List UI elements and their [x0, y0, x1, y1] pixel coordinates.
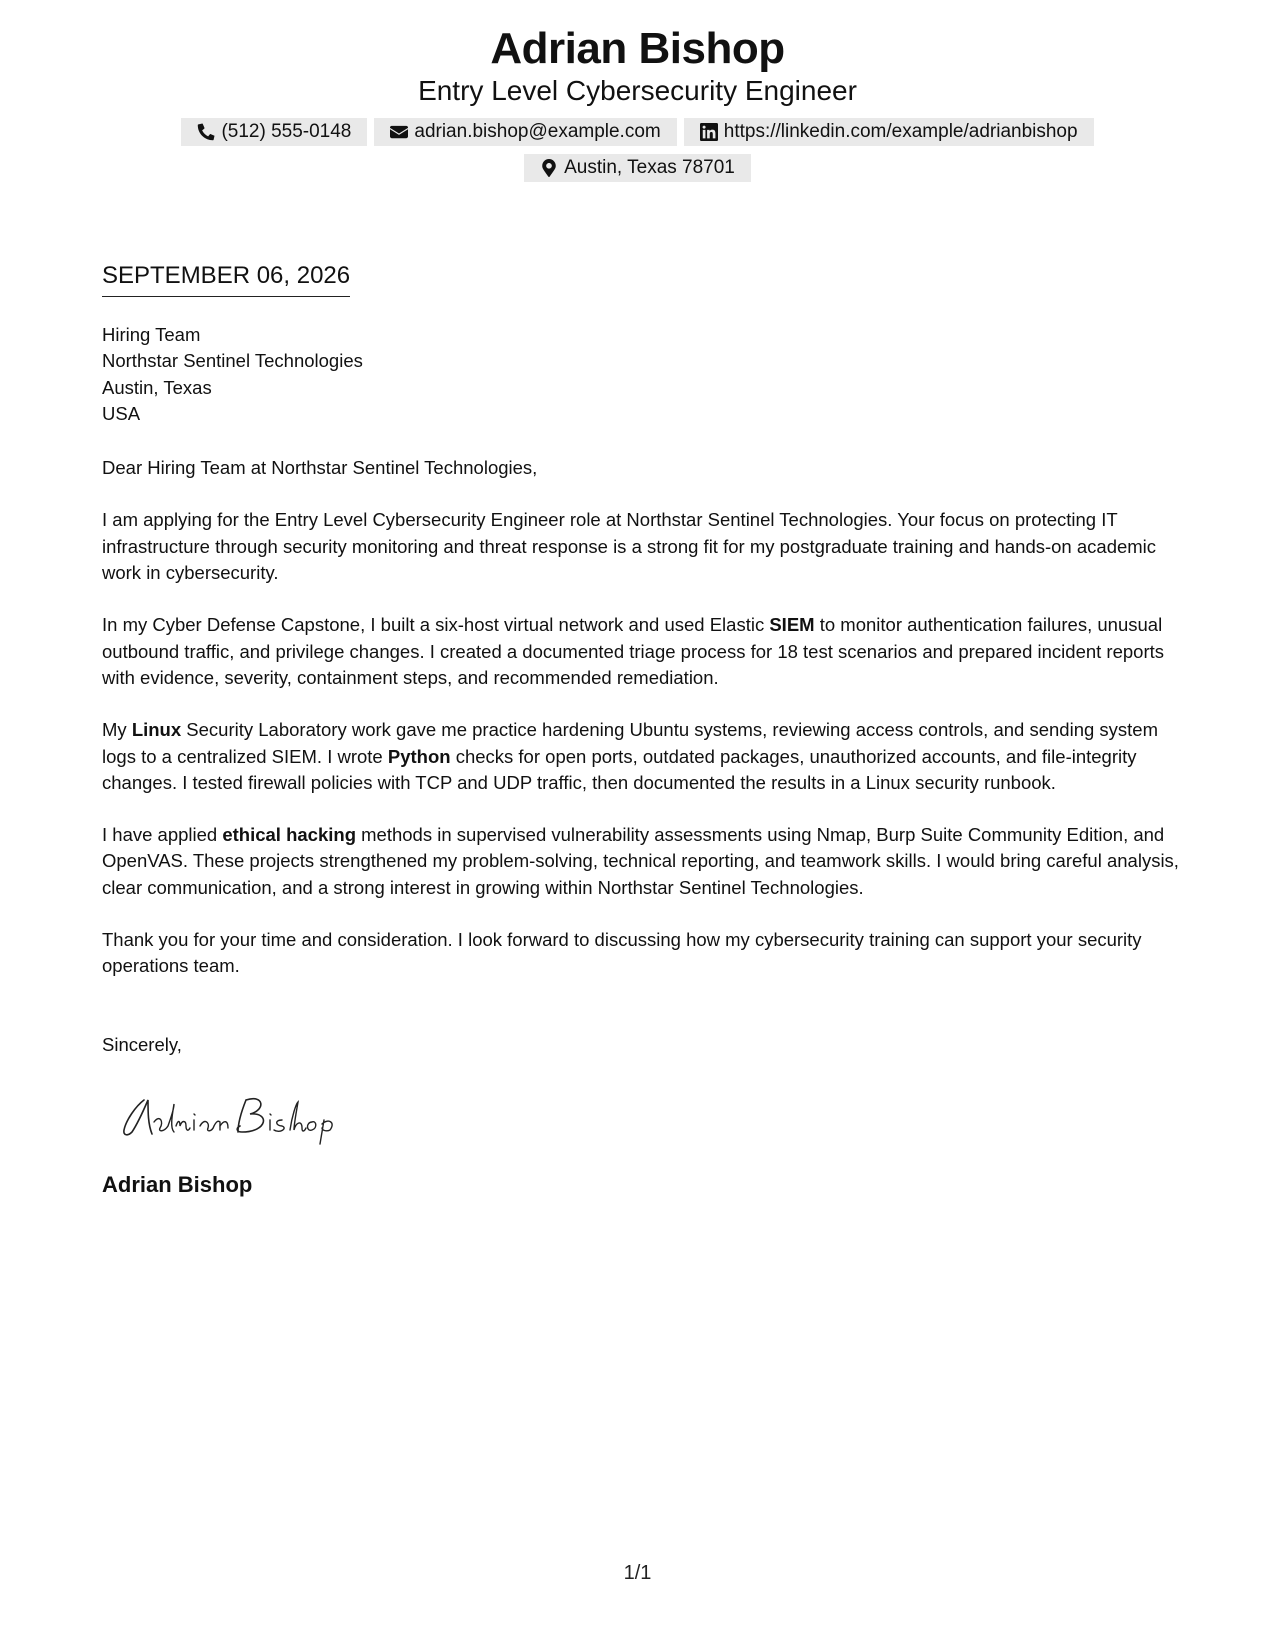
letter-header [0, 22, 1275, 182]
text-run: My [102, 719, 132, 741]
paragraph [102, 507, 1182, 586]
letter-date: SEPTEMBER 06, 2026 [102, 262, 350, 297]
recipient-line: Northstar Sentinel Technologies [102, 350, 363, 372]
envelope-icon [390, 123, 408, 141]
recipient-line: USA [102, 402, 141, 424]
keyword-ethical-hacking: ethical hacking [222, 824, 356, 846]
paragraph [102, 822, 1182, 901]
contact-bar [178, 118, 1098, 182]
paragraph [102, 717, 1182, 796]
paragraph [102, 927, 1182, 980]
text-run: methods in supervised vulnerability assessments using Nmap, Burp Suite Community Edition, and OpenVAS. These projects strengthened my problem-solving, technical reporting, and teamwork skills. I would bring careful analysis, clear communication, and a strong interest in growing within Northstar Sentinel Technologies. [102, 824, 1179, 898]
paragraph [102, 612, 1182, 691]
text-run: Security Laboratory work gave me practice hardening Ubuntu systems, reviewing access controls, and sending system logs to a centralized SIEM. I wrote [102, 719, 1159, 767]
job-title: Entry Level Cybersecurity Engineer [418, 75, 857, 106]
date-block [102, 262, 350, 297]
keyword-python: Python [387, 745, 451, 767]
page-number: 1/1 [623, 1562, 652, 1584]
text-run: In my Cyber Defense Capstone, I built a six-host virtual network and used Elastic [102, 614, 770, 636]
applicant-name: Adrian Bishop [490, 24, 785, 73]
recipient-line: Hiring Team [102, 324, 201, 345]
text-run: to monitor authentication failures, unusual outbound traffic, and privilege changes. I created a documented triage process for 18 test scenarios and prepared incident reports with evidence, severity, containment steps, and recommended remediation. [102, 614, 1164, 688]
text-run: I am applying for the Entry Level Cybersecurity Engineer role at Northstar Sentinel Technologies. Your focus on protecting IT infrastructure through security monitoring and threat response is a strong fit for my postgraduate training and hands-on academic work in cybersecurity. [102, 509, 1157, 584]
letter-body [102, 322, 1182, 1199]
contact-email[interactable] [374, 118, 676, 146]
keyword-linux: Linux [131, 719, 182, 741]
email-text: adrian.bishop@example.com [414, 121, 661, 142]
text-run: checks for open ports, outdated packages, unauthorized accounts, and file-integrity changes. I tested firewall policies with TCP and UDP traffic, then documented the results in a Linux security runbook. [102, 745, 1137, 793]
contact-location [524, 154, 751, 182]
keyword-siem: SIEM [769, 614, 815, 636]
contact-linkedin[interactable] [684, 118, 1094, 146]
map-pin-icon [540, 159, 558, 177]
recipient-address [102, 322, 1182, 427]
salutation: Dear Hiring Team at Northstar Sentinel Technologies, [102, 457, 538, 479]
text-run: I have applied [102, 824, 223, 846]
signer-name: Adrian Bishop [102, 1172, 253, 1198]
linkedin-icon [700, 123, 718, 141]
text-run: Thank you for your time and consideration. I look forward to discussing how my cybersecurity training can support your security operations team. [102, 929, 1142, 977]
phone-text: (512) 555-0148 [221, 121, 352, 142]
handwritten-signature [114, 1086, 354, 1146]
phone-icon [197, 123, 215, 141]
contact-phone[interactable] [181, 118, 367, 146]
closing: Sincerely, [102, 1033, 182, 1055]
recipient-line: Austin, Texas [102, 376, 212, 398]
linkedin-text: https://linkedin.com/example/adrianbishop [723, 121, 1078, 142]
location-text: Austin, Texas 78701 [564, 157, 735, 178]
